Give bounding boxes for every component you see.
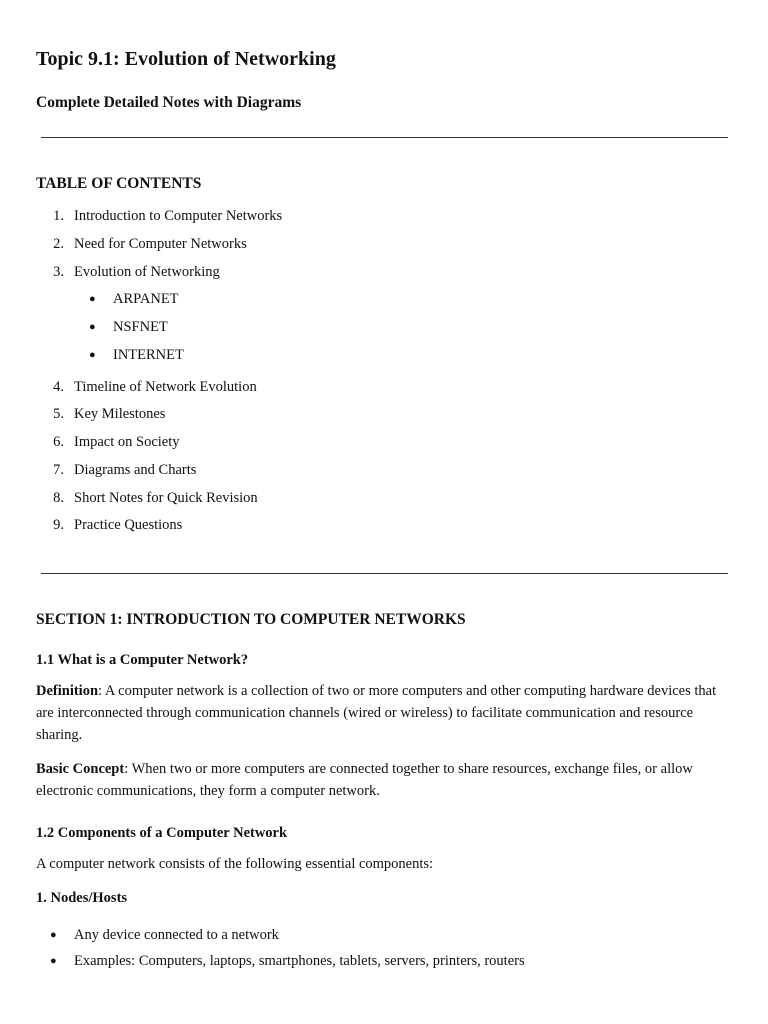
divider <box>41 573 728 574</box>
toc-item: Impact on Society <box>74 434 180 450</box>
toc-number: 3. <box>53 264 64 280</box>
toc-item: Key Milestones <box>74 406 166 422</box>
bullet-icon: ● <box>50 955 57 967</box>
toc-number: 5. <box>53 406 64 422</box>
bullet-icon: ● <box>89 349 96 361</box>
list-item: Examples: Computers, laptops, smartphones, tablets, servers, printers, routers <box>74 953 525 969</box>
toc-number: 6. <box>53 434 64 450</box>
list-heading: 1. Nodes/Hosts <box>36 890 128 906</box>
page-subtitle: Complete Detailed Notes with Diagrams <box>36 94 302 111</box>
toc-subitem: ARPANET <box>113 291 179 307</box>
list-item: Any device connected to a network <box>74 927 279 943</box>
toc-item: Need for Computer Networks <box>74 236 247 252</box>
toc-number: 8. <box>53 490 64 506</box>
toc-item: Evolution of Networking <box>74 264 220 280</box>
toc-subitem: INTERNET <box>113 347 184 363</box>
basic-concept-label: Basic Concept <box>36 761 125 777</box>
toc-number: 4. <box>53 379 64 395</box>
toc-subitem: NSFNET <box>113 319 168 335</box>
basic-concept-paragraph <box>36 758 736 802</box>
definition-paragraph <box>36 680 736 746</box>
toc-item: Short Notes for Quick Revision <box>74 490 258 506</box>
toc-number: 1. <box>53 208 64 224</box>
toc-item: Diagrams and Charts <box>74 462 197 478</box>
bullet-icon: ● <box>89 321 96 333</box>
toc-item: Practice Questions <box>74 517 183 533</box>
subsection-heading: 1.1 What is a Computer Network? <box>36 652 249 668</box>
definition-label: Definition <box>36 683 99 699</box>
section-heading: SECTION 1: INTRODUCTION TO COMPUTER NETWORKS <box>36 611 466 628</box>
toc-number: 9. <box>53 517 64 533</box>
bullet-icon: ● <box>50 929 57 941</box>
toc-item: Introduction to Computer Networks <box>74 208 283 224</box>
paragraph: A computer network consists of the following essential components: <box>36 856 434 872</box>
page-title: Topic 9.1: Evolution of Networking <box>36 48 336 70</box>
toc-number: 2. <box>53 236 64 252</box>
subsection-heading: 1.2 Components of a Computer Network <box>36 825 288 841</box>
toc-number: 7. <box>53 462 64 478</box>
toc-heading: TABLE OF CONTENTS <box>36 175 202 192</box>
definition-text: : A computer network is a collection of two or more computers and other computing hardware devices that are interconnected through communication channels (wired or wireless) to facilitate communication and resource sharing. <box>36 683 717 743</box>
toc-item: Timeline of Network Evolution <box>74 379 257 395</box>
bullet-icon: ● <box>89 293 96 305</box>
basic-concept-text: : When two or more computers are connected together to share resources, exchange files, or allow electronic communications, they form a computer network. <box>36 761 693 799</box>
divider <box>41 137 728 138</box>
